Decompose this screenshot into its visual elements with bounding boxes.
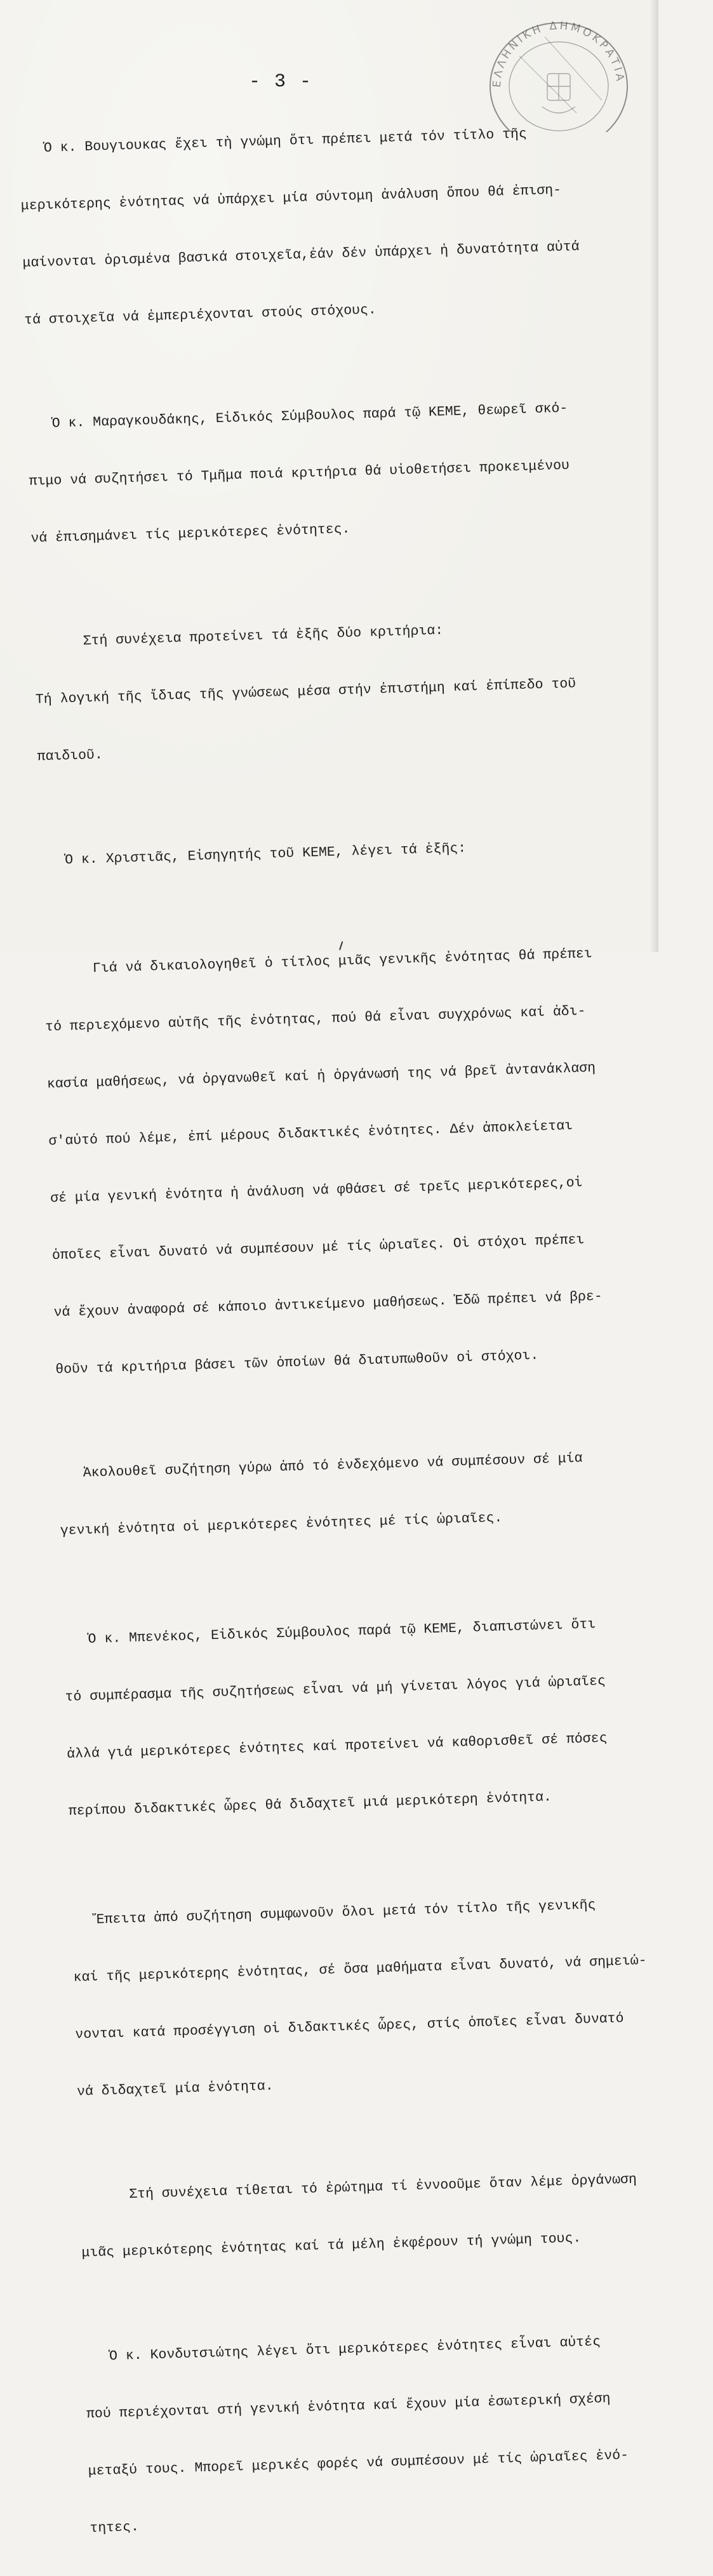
text-line: μεταξύ τους. Μπορεῖ μερικές φορές νά συμπέσουν μέ τίς ὡριαῖες ἑνό- bbox=[88, 2448, 629, 2480]
text-line: νά ἐπισημάνει τίς μερικότερες ἑνότητες. bbox=[30, 521, 350, 547]
text-line: σ'αὐτό πού λέμε, ἐπί μέρους διδακτικές ἑνότητες. Δέν ἀποκλείεται bbox=[48, 1118, 573, 1150]
text-line: Ὁ κ. Μπενέκος, Εἰδικός Σύμβουλος παρά τῷ ΚΕΜΕ, διαπιστώνει ὅτι bbox=[63, 1617, 596, 1648]
paragraph-benekos bbox=[62, 1574, 692, 1859]
text-line: νά διδαχτεῖ μία ἑνότητα. bbox=[76, 2078, 274, 2100]
text-line: περίπου διδακτικές ὧρες θά διδαχτεῖ μιά μερικότερη ἑνότητα. bbox=[68, 1789, 552, 1819]
paragraph-maragkoudakis bbox=[26, 359, 654, 587]
text-line: Ἔπειτα ἀπό συζήτηση συμφωνοῦν ὅλοι μετά τόν τίτλο τῆς γενικῆς bbox=[71, 1897, 596, 1929]
text-line: Τή λογική τῆς ἴδιας τῆς γνώσεως μέσα στήν ἐπιστήμη καί ἐπίπεδο τοῦ bbox=[35, 676, 576, 708]
text-line: Ὁ κ. Κονδυτσιώτης λέγει ὅτι μερικότερες ἑνότητες εἶναι αὐτές bbox=[84, 2334, 601, 2365]
text-line: Ὁ κ. Μαραγκουδάκης, Εἰδικός Σύμβουλος παρά τῷ ΚΕΜΕ, θεωρεῖ σκό- bbox=[27, 401, 568, 432]
stamp-text: ΕΛΛΗΝΙΚΗ ΔΗΜΟΚΡΑΤΙΑ bbox=[490, 19, 627, 88]
text-line: Γιά νά δικαιολογηθεῖ ὁ τίτλος μιᾶς γενικῆς ἑνότητας θά πρέπει bbox=[43, 946, 593, 978]
paragraph-agreement bbox=[70, 1855, 700, 2140]
text-line: ἀλλά γιά μερικότερες ἑνότητες καί προτείνει νά καθορισθεῖ σέ πόσες bbox=[66, 1730, 608, 1762]
paragraph-christias-intro bbox=[39, 795, 663, 908]
text-line: τό συμπέρασμα τῆς συζητήσεως εἶναι νά μή γίνεται λόγος γιά ὡριαῖες bbox=[65, 1673, 606, 1705]
text-line: τητες. bbox=[90, 2520, 140, 2537]
paragraph-kondytsiotis bbox=[83, 2291, 713, 2576]
text-line: παιδιοῦ. bbox=[37, 747, 103, 765]
text-line: μιᾶς μερικότερης ἑνότητας καί τά μέλη ἐκφέρουν τή γνώμη τους. bbox=[81, 2231, 582, 2261]
text-line: πού περιέχονται στή γενική ἑνότητα καί ἔχουν μία ἐσωτερική σχέση bbox=[86, 2391, 611, 2422]
text-line: Ὁ κ. Χριστιᾶς, Εἰσηγητής τοῦ ΚΕΜΕ, λέγει τά ἑξῆς: bbox=[40, 840, 467, 869]
text-line: Ὁ κ. Βουγιουκας ἔχει τὴ γνώμη ὅτι πρέπει μετά τόν τίτλο τῆς bbox=[18, 126, 528, 157]
typed-minutes-text bbox=[18, 83, 713, 2576]
text-line: μερικότερης ἑνότητας νά ὑπάρχει μία σύντομη ἀνάλυση ὅπου θά ἐπιση- bbox=[20, 182, 562, 214]
text-line: θοῦν τά κριτήρια βάσει τῶν ὁποίων θά διατυπωθοῦν οἱ στόχοι. bbox=[55, 1348, 539, 1378]
text-line: σέ μία γενική ἑνότητα ἡ ἀνάλυση νά φθάσει σέ τρεῖς μερικότερες,οἱ bbox=[50, 1175, 583, 1207]
paragraph-christias-statement bbox=[42, 904, 679, 1417]
page-number: - 3 - bbox=[249, 71, 313, 93]
text-line: κασία μαθήσεως, νά ὀργανωθεῖ καί ἡ ὀργάνωσή της νά βρεῖ ἀντανάκλαση bbox=[46, 1060, 596, 1092]
text-line: Στή συνέχεια τίθεται τό ἐρώτημα τί ἐννοοῦμε ὅταν λέμε ὀργάνωση bbox=[79, 2172, 637, 2204]
paragraph-criteria bbox=[32, 577, 660, 805]
text-line: πιμο νά συζητήσει τό Τμῆμα ποιά κριτήρια θά υἱοθετήσει προκειμένου bbox=[29, 458, 570, 489]
text-line: νονται κατά προσέγγιση οἱ διδακτικές ὧρες, στίς ὁποῖες εἶναι δυνατό bbox=[75, 2011, 624, 2043]
text-line: νά ἔχουν ἀναφορά σέ κάποιο ἀντικείμενο μαθήσεως. Ἐδῶ πρέπει νά βρε- bbox=[53, 1289, 603, 1321]
paragraph-discussion bbox=[57, 1408, 684, 1579]
text-line: Στή συνέχεια προτείνει τά ἑξῆς δύο κριτήρια: bbox=[33, 623, 444, 651]
text-line: καί τῆς μερικότερης ἑνότητας, σέ ὅσα μαθήματα εἶναι δυνατό, νά σημειώ- bbox=[73, 1953, 647, 1986]
text-line: τά στοιχεῖα νά ἐμπεριέχονται στούς στόχους. bbox=[23, 302, 377, 328]
text-line: τό περιεχόμενο αὐτῆς τῆς ἑνότητας, πού θά εἶναι συγχρόνως καί ἀδι- bbox=[44, 1004, 586, 1035]
text-line: μαίνονται ὁρισμένα βασικά στοιχεῖα,ἐάν δέν ὑπάρχει ἡ δυνατότητα αὐτά bbox=[22, 239, 580, 271]
paragraph-question bbox=[79, 2130, 705, 2301]
text-line: ὁποῖες εἶναι δυνατό νά συμπέσουν μέ τίς ὡριαῖες. Οἱ στόχοι πρέπει bbox=[51, 1232, 585, 1264]
text-line: Ἀκολουθεῖ συζήτηση γύρω ἀπό τό ἐνδεχόμενο νά συμπέσουν σέ μία bbox=[58, 1451, 583, 1482]
paragraph-vougioukas bbox=[18, 83, 648, 368]
text-line: γενική ἑνότητα οἱ μερικότερες ἑνότητες μέ τίς ὡριαῖες. bbox=[60, 1510, 503, 1539]
